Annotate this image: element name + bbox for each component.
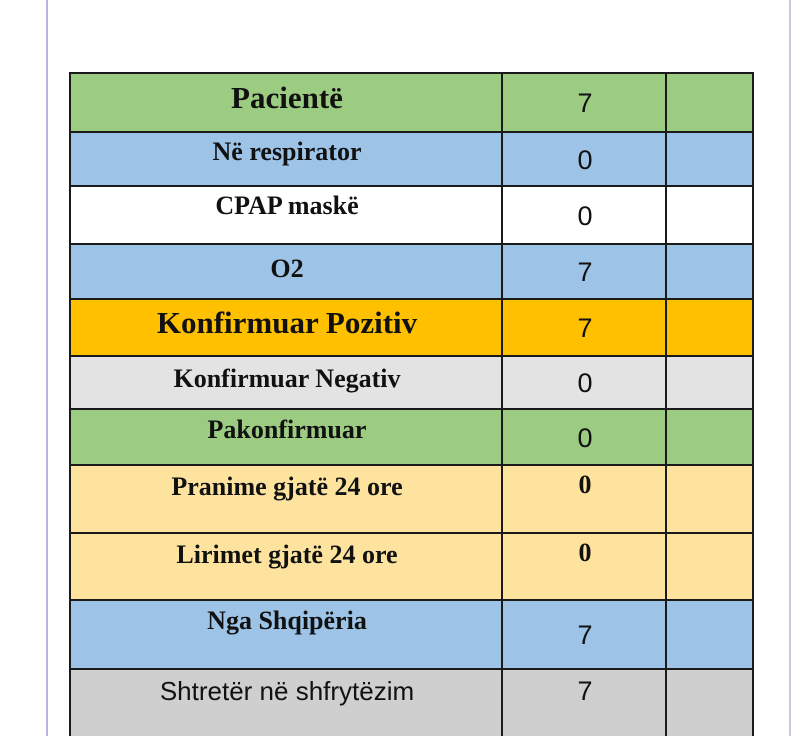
row-value-cell bbox=[501, 133, 667, 187]
row-value-cell bbox=[501, 357, 667, 410]
row-value-cell bbox=[501, 670, 667, 736]
row-value-cell bbox=[501, 187, 667, 245]
row-value: 7 bbox=[577, 313, 593, 343]
row-label: Lirimet gjatë 24 ore bbox=[176, 540, 398, 569]
table-row bbox=[69, 355, 754, 410]
row-value: 0 bbox=[578, 538, 592, 567]
row-value-cell bbox=[501, 74, 667, 133]
row-value-cell bbox=[501, 300, 667, 357]
row-value-cell bbox=[501, 245, 667, 300]
row-value-cell bbox=[501, 410, 667, 466]
empty-cell bbox=[665, 357, 754, 410]
table-row bbox=[69, 532, 754, 601]
table-row bbox=[69, 464, 754, 534]
row-label: Konfirmuar Negativ bbox=[173, 364, 401, 393]
row-label: Shtretër në shfrytëzim bbox=[159, 676, 415, 706]
statistics-table bbox=[69, 72, 754, 736]
row-label-cell bbox=[69, 466, 503, 534]
right-margin-line bbox=[789, 0, 791, 736]
row-label-cell bbox=[69, 74, 503, 133]
row-value-cell bbox=[501, 601, 667, 670]
row-value: 7 bbox=[577, 88, 593, 118]
row-label: CPAP maskë bbox=[215, 191, 359, 220]
row-value: 0 bbox=[578, 470, 592, 499]
empty-cell bbox=[665, 300, 754, 357]
row-label-cell bbox=[69, 357, 503, 410]
empty-cell bbox=[665, 410, 754, 466]
row-value: 0 bbox=[577, 144, 593, 175]
row-value: 7 bbox=[577, 620, 593, 650]
row-label: O2 bbox=[270, 254, 304, 283]
row-label: Konfirmuar Pozitiv bbox=[156, 305, 418, 340]
row-label-cell bbox=[69, 410, 503, 466]
row-value: 7 bbox=[577, 676, 593, 706]
empty-cell bbox=[665, 601, 754, 670]
empty-cell bbox=[665, 670, 754, 736]
row-value: 0 bbox=[577, 200, 593, 231]
table-row bbox=[69, 243, 754, 300]
table-row bbox=[69, 408, 754, 466]
row-label: Pacientë bbox=[231, 80, 343, 115]
empty-cell bbox=[665, 245, 754, 300]
table-row bbox=[69, 72, 754, 133]
left-margin-line bbox=[46, 0, 48, 736]
row-label-cell bbox=[69, 670, 503, 736]
table-row bbox=[69, 298, 754, 357]
row-label-cell bbox=[69, 187, 503, 245]
row-label: Pakonfirmuar bbox=[207, 415, 367, 444]
empty-cell bbox=[665, 133, 754, 187]
empty-cell bbox=[665, 74, 754, 133]
table-row bbox=[69, 185, 754, 245]
row-label: Pranime gjatë 24 ore bbox=[171, 472, 403, 501]
table-row bbox=[69, 131, 754, 187]
row-label: Nga Shqipëria bbox=[207, 606, 367, 635]
row-value: 0 bbox=[577, 368, 593, 398]
table-row bbox=[69, 599, 754, 670]
row-value: 7 bbox=[577, 257, 593, 287]
row-label: Në respirator bbox=[212, 137, 362, 166]
empty-cell bbox=[665, 187, 754, 245]
row-label-cell bbox=[69, 133, 503, 187]
row-value-cell bbox=[501, 534, 667, 601]
row-label-cell bbox=[69, 245, 503, 300]
row-value-cell bbox=[501, 466, 667, 534]
row-label-cell bbox=[69, 300, 503, 357]
empty-cell bbox=[665, 534, 754, 601]
empty-cell bbox=[665, 466, 754, 534]
row-label-cell bbox=[69, 534, 503, 601]
table-row bbox=[69, 668, 754, 736]
row-value: 0 bbox=[577, 422, 593, 453]
row-label-cell bbox=[69, 601, 503, 670]
